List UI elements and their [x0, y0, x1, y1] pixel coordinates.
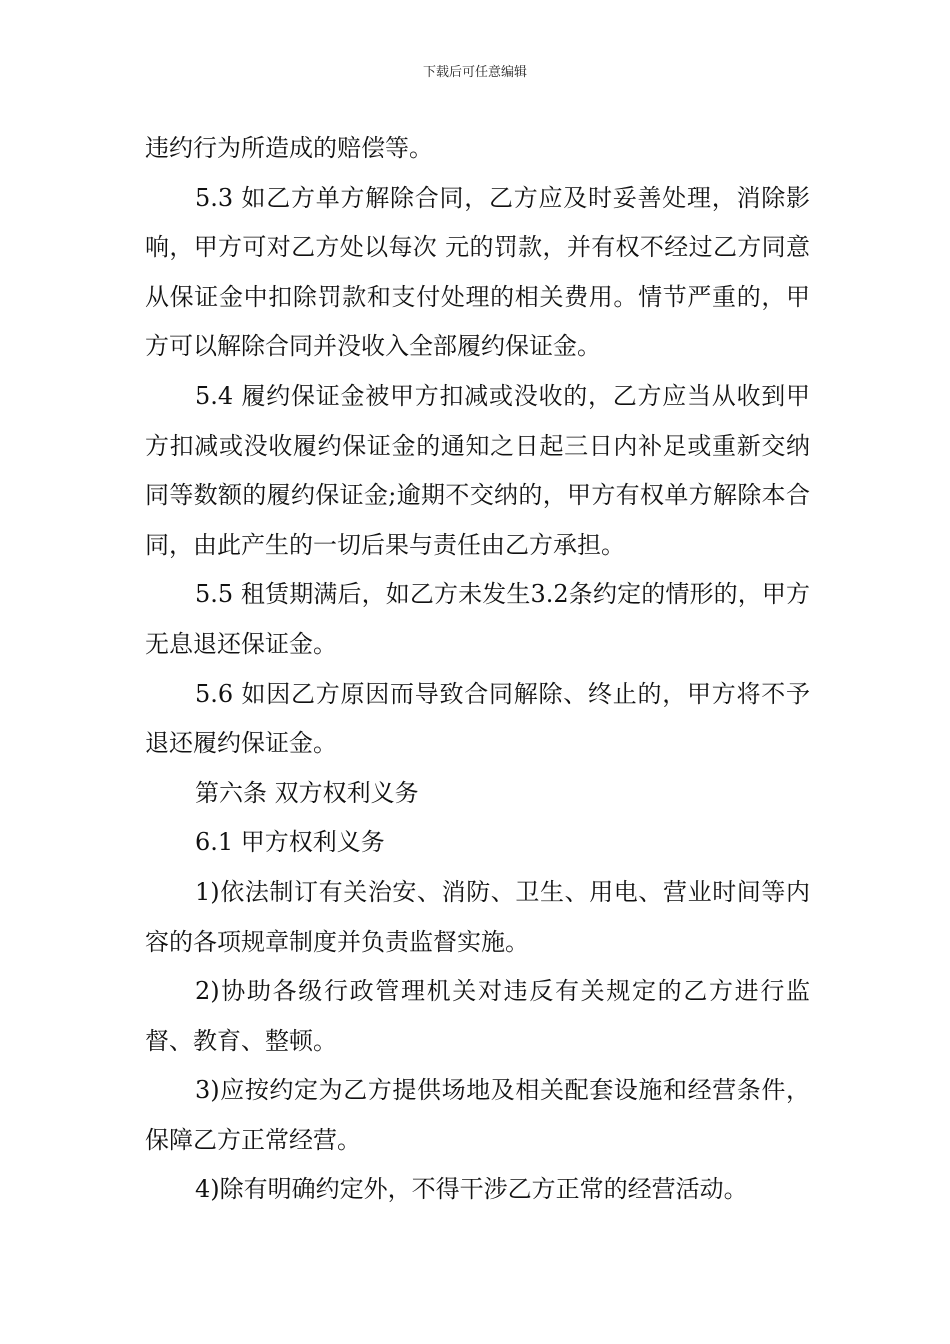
subsection-heading-6-1: 6.1 甲方权利义务	[195, 828, 385, 857]
paragraph-clause-5-3: 5.3 如乙方单方解除合同，乙方应及时妥善处理，消除影响，甲方可对乙方处以每次 元的罚款，并有权不经过乙方同意从保证金中扣除罚款和支付处理的相关费用。情节严重的，甲方可以解除合同并没收入全部履约保证金。	[145, 183, 810, 361]
document-body	[145, 124, 810, 1215]
paragraph-clause-5-4: 5.4 履约保证金被甲方扣减或没收的，乙方应当从收到甲方扣减或没收履约保证金的通知之日起三日内补足或重新交纳同等数额的履约保证金;逾期不交纳的，甲方有权单方解除本合同，由此产生的一切后果与责任由乙方承担。	[145, 381, 810, 559]
list-item-3: 3)应按约定为乙方提供场地及相关配套设施和经营条件，保障乙方正常经营。	[145, 1076, 810, 1154]
section-heading-article-6: 第六条 双方权利义务	[195, 778, 419, 807]
list-item-4: 4)除有明确约定外，不得干涉乙方正常的经营活动。	[195, 1175, 748, 1204]
page-header: 下载后可任意编辑	[422, 65, 527, 80]
list-item-2: 2)协助各级行政管理机关对违反有关规定的乙方进行监督、教育、整顿。	[145, 977, 810, 1055]
list-item-1: 1)依法制订有关治安、消防、卫生、用电、营业时间等内容的各项规章制度并负责监督实施。	[145, 877, 810, 956]
paragraph-continuation: 违约行为所造成的赔偿等。	[145, 134, 433, 162]
paragraph-clause-5-5: 5.5 租赁期满后，如乙方未发生3.2条约定的情形的，甲方无息退还保证金。	[145, 580, 810, 658]
paragraph-clause-5-6: 5.6 如因乙方原因而导致合同解除、终止的，甲方将不予退还履约保证金。	[145, 679, 810, 758]
